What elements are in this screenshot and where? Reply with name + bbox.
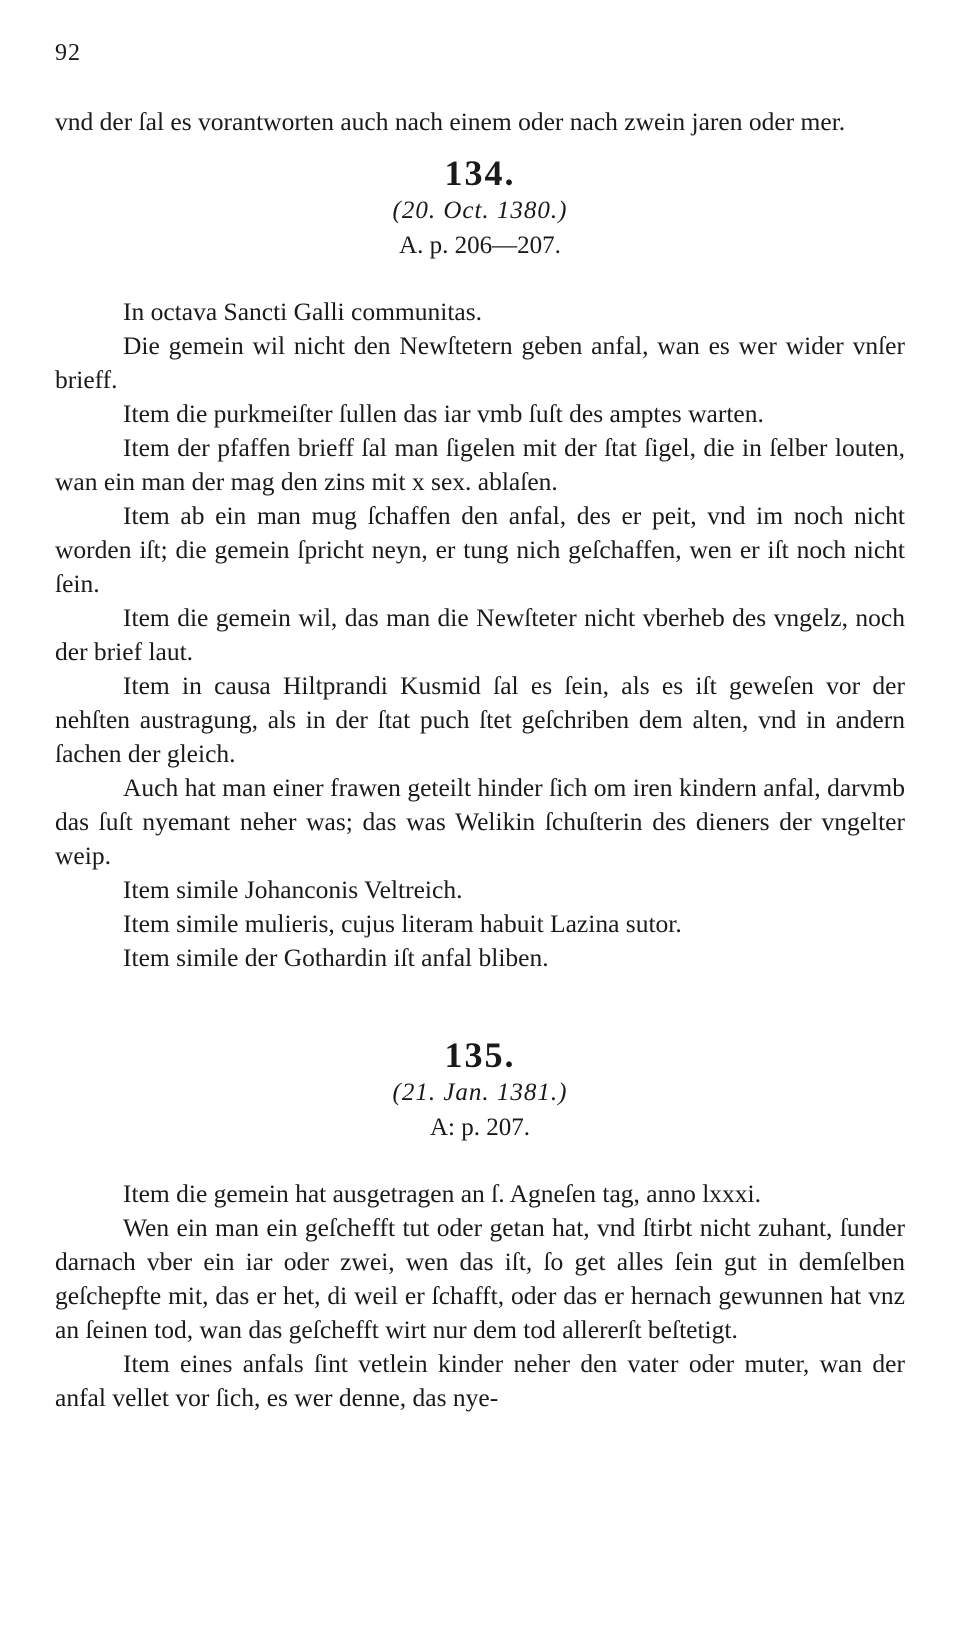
paragraph: In octava Sancti Galli communitas.: [123, 297, 483, 326]
page-number: 92: [55, 40, 81, 66]
paragraph: Item simile der Gothardin iſt anfal bliben.: [123, 943, 549, 972]
paragraph: Item die gemein hat ausgetragen an ſ. Agneſen tag, anno lxxxi.: [123, 1179, 762, 1208]
paragraph: Auch hat man einer frawen geteilt hinder ſich om iren kindern anfal, darvmb das ſuſt nyemant neher was; das was Welikin ſchuſterin des dieners der vngelter weip.: [55, 773, 905, 870]
paragraph: Item der pfaffen brieff ſal man ſigelen mit der ſtat ſigel, die in ſelber louten, wan ein man der mag den zins mit x sex. ablaſen.: [55, 433, 905, 496]
paragraph: Item ab ein man mug ſchaffen den anfal, des er peit, vnd im noch nicht worden iſt; die gemein ſpricht neyn, er tung nich geſchaffen, wen er iſt noch nicht ſein.: [55, 501, 905, 598]
section-number-135: 135.: [444, 1035, 516, 1075]
paragraph: Item die purkmeiſter ſullen das iar vmb ſuſt des amptes warten.: [123, 399, 764, 428]
paragraph: Item simile Johanconis Veltreich.: [123, 875, 463, 904]
section-number-134: 134.: [444, 153, 516, 193]
section-ref-134: A. p. 206—207.: [399, 232, 561, 259]
paragraph: Die gemein wil nicht den Newſtetern geben anfal, wan es wer wider vnſer brieff.: [55, 331, 905, 394]
section-divider-space: [55, 975, 905, 1021]
paragraph: Item eines anfals ſint vetlein kinder neher den vater oder muter, wan der anfal vellet vor ſich, es wer denne, das nye-: [55, 1349, 905, 1412]
section-date-134: (20. Oct. 1380.): [392, 197, 568, 224]
document-page: [55, 40, 905, 1415]
paragraph: Item in causa Hiltprandi Kusmid ſal es ſein, als es iſt geweſen vor der nehſten austragung, als in der ſtat puch ſtet geſchriben dem alten, vnd in andern ſachen der gleich.: [55, 671, 905, 768]
section-ref-135: A: p. 207.: [430, 1114, 530, 1141]
intro-paragraph: vnd der ſal es vorantworten auch nach einem oder nach zwein jaren oder mer.: [55, 107, 846, 136]
paragraph: Item die gemein wil, das man die Newſteter nicht vberheb des vngelz, noch der brief laut.: [55, 603, 905, 666]
section-date-135: (21. Jan. 1381.): [392, 1079, 568, 1106]
paragraph: Wen ein man ein geſchefft tut oder getan hat, vnd ſtirbt nicht zuhant, ſunder darnach vber ein iar oder zwei, wen das iſt, ſo get alles ſein gut in demſelben geſchepfte mit, das er het, di weil er ſchafft, oder das er hernach gewunnen hat vnz an ſeinen tod, wan das geſchefft wirt nur dem tod allererſt beſtetigt.: [55, 1213, 905, 1344]
paragraph: Item simile mulieris, cujus literam habuit Lazina sutor.: [123, 909, 682, 938]
